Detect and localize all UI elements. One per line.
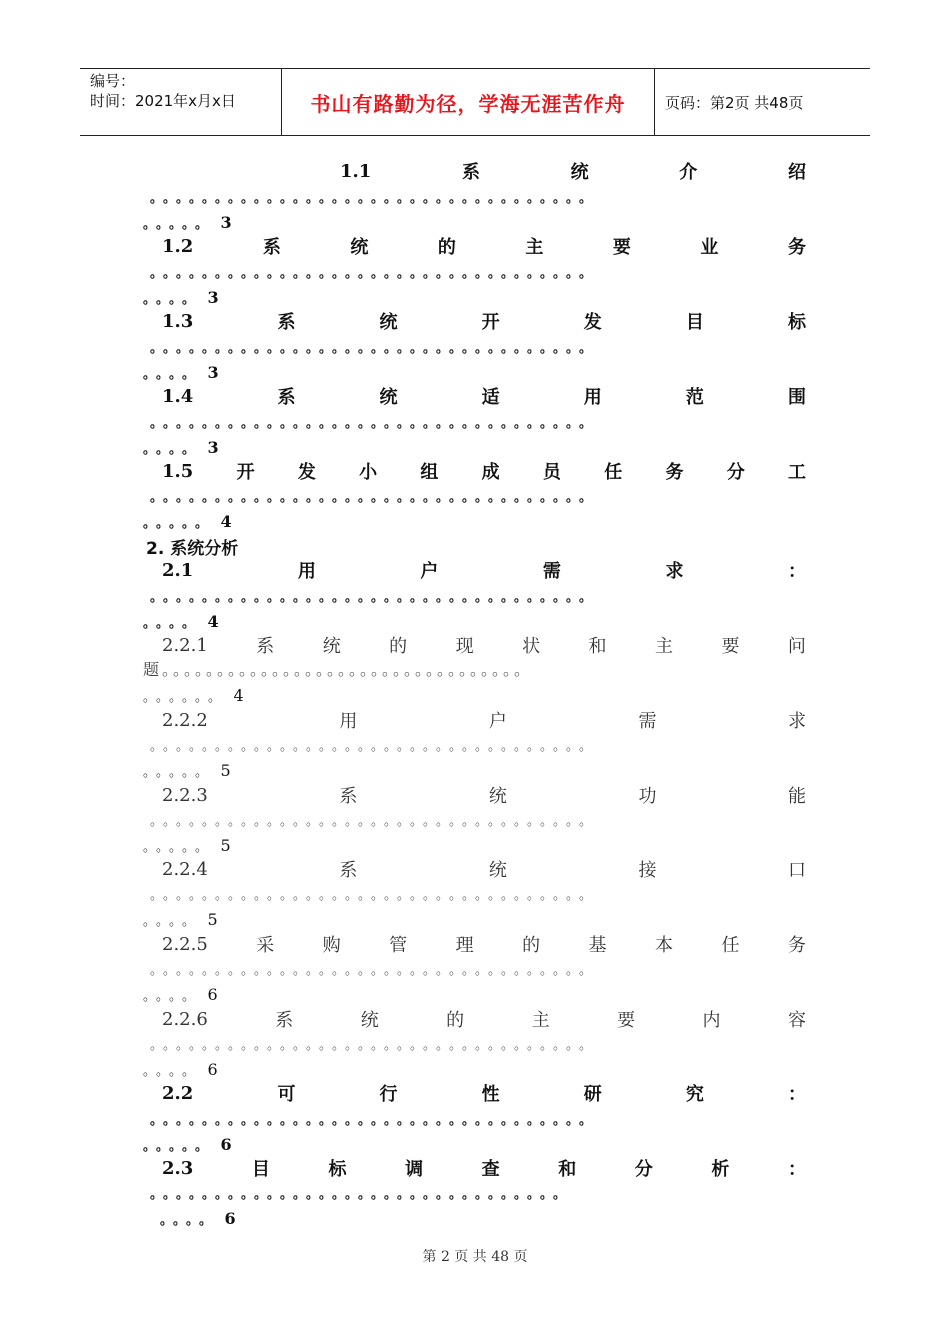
page-info: 页码：第2页 共48页 bbox=[665, 93, 804, 112]
toc-title-char: 统 bbox=[570, 162, 589, 183]
toc-leader-dots: 。。。。。。。。。。。。。。。。。。。。。。。。。。。。。。。。。。 bbox=[150, 1038, 599, 1053]
toc-page-number: 5 bbox=[220, 761, 231, 780]
toc-tail-dots: 。。。。 bbox=[160, 1213, 219, 1228]
toc-title-char: 需 bbox=[542, 561, 561, 582]
toc-entry[interactable] bbox=[162, 458, 806, 484]
toc-entry[interactable] bbox=[162, 1080, 806, 1106]
toc-title-char: 小 bbox=[359, 462, 378, 483]
toc-tail-dots: 。。。。。 bbox=[143, 765, 215, 780]
toc-entry[interactable] bbox=[162, 308, 806, 334]
toc-title-char: 和 bbox=[588, 636, 607, 657]
toc-page-ref bbox=[143, 909, 218, 931]
toc-title-char: 究 bbox=[685, 1084, 704, 1105]
toc-title-char: 分 bbox=[726, 462, 745, 483]
toc-title-char: 统 bbox=[322, 636, 341, 657]
toc-tail-dots: 。。。。 bbox=[143, 914, 202, 929]
toc-title-char: 求 bbox=[788, 711, 806, 732]
toc-title-char: 统 bbox=[350, 237, 369, 258]
toc-number: 1.2 bbox=[162, 235, 194, 257]
toc-title-char: 口 bbox=[788, 860, 806, 881]
toc-leader-dots: 。。。。。。。。。。。。。。。。。。。。。。。。。。。。。。。。。。 bbox=[150, 739, 599, 754]
toc-number: 1.5 bbox=[162, 460, 194, 482]
toc-title-char: 采 bbox=[256, 935, 275, 956]
toc-title-char: 查 bbox=[481, 1159, 500, 1180]
toc-page-ref bbox=[143, 760, 231, 782]
toc-tail-dots: 。。。。。 bbox=[143, 217, 215, 232]
toc-leader-dots: 。。。。。。。。。。。。。。。。。。。。。。。。。。。。。。。。。。 bbox=[150, 490, 599, 505]
toc-title-char: 功 bbox=[638, 786, 657, 807]
toc-title-char: 系 bbox=[275, 1010, 294, 1031]
motto: 书山有路勤为径，学海无涯苦作舟 bbox=[310, 91, 626, 116]
toc-page-ref bbox=[143, 1134, 232, 1156]
toc-title-char: 的 bbox=[522, 935, 541, 956]
toc-number: 2.2 bbox=[162, 1082, 194, 1104]
toc-page-ref bbox=[143, 611, 219, 633]
toc-title-char: 业 bbox=[700, 237, 719, 258]
toc-title-char: 析 bbox=[711, 1159, 730, 1180]
toc-title-char: 现 bbox=[455, 636, 474, 657]
toc-title-char: 主 bbox=[654, 636, 673, 657]
toc-title-char: 系 bbox=[262, 237, 281, 258]
toc-entry[interactable] bbox=[162, 632, 806, 658]
toc-page-ref bbox=[143, 212, 232, 234]
toc-title-char: 员 bbox=[542, 462, 561, 483]
toc-title-char: 务 bbox=[787, 237, 806, 258]
toc-number: 2.2.1 bbox=[162, 634, 208, 656]
toc-title-char: 的 bbox=[446, 1010, 465, 1031]
toc-title-char: 本 bbox=[654, 935, 673, 956]
toc-title-char: 要 bbox=[612, 237, 631, 258]
time-label: 时间：2021年x月x日 bbox=[90, 92, 236, 110]
toc-entry[interactable] bbox=[162, 557, 806, 583]
toc-title-char: 统 bbox=[360, 1010, 379, 1031]
toc-title-char: 用 bbox=[297, 561, 316, 582]
toc-title-char: 管 bbox=[389, 935, 408, 956]
toc-title-char: 基 bbox=[588, 935, 607, 956]
toc-leader-dots: 。。。。。。。。。。。。。。。。。。。。。。。。。。。。。。。。。。 bbox=[150, 191, 599, 206]
toc-page-number: 5 bbox=[207, 910, 218, 929]
toc-title-char: 内 bbox=[702, 1010, 721, 1031]
toc-page-number: 6 bbox=[207, 985, 218, 1004]
toc-title-char: 户 bbox=[420, 561, 439, 582]
toc-leader-dots: 。。。。。。。。。。。。。。。。。。。。。。。。。。。。。。。。 bbox=[150, 1187, 573, 1202]
toc-title-char: 标 bbox=[787, 312, 806, 333]
toc-title-char: ： bbox=[787, 561, 806, 582]
toc-title-char: 统 bbox=[379, 387, 398, 408]
toc-page-number: 3 bbox=[207, 363, 219, 382]
toc-number: 1.3 bbox=[162, 310, 194, 332]
toc-title-char: 目 bbox=[251, 1159, 270, 1180]
toc-title-char: 问 bbox=[787, 636, 806, 657]
toc-page-number: 4 bbox=[207, 612, 219, 631]
toc-leader-dots: 。。。。。。。。。。。。。。。。。。。。。。。。。。。。。。。。。。 bbox=[150, 266, 599, 281]
toc-title-char: 系 bbox=[277, 312, 296, 333]
toc-page-number: 6 bbox=[220, 1135, 232, 1154]
toc-number: 2.3 bbox=[162, 1157, 194, 1179]
toc-title-char: 行 bbox=[379, 1084, 398, 1105]
toc-page-ref bbox=[143, 984, 218, 1006]
toc-title-char: 统 bbox=[488, 786, 507, 807]
toc-leader-dots: 。。。。。。。。。。。。。。。。。。。。。。。。。。。。。。。。。。 bbox=[150, 416, 599, 431]
toc-title-char: 标 bbox=[328, 1159, 347, 1180]
toc-title-char: 需 bbox=[638, 711, 657, 732]
toc-entry[interactable] bbox=[162, 856, 806, 882]
toc-entry[interactable] bbox=[162, 383, 806, 409]
toc-title-char: 用 bbox=[339, 711, 358, 732]
toc-page-number: 4 bbox=[233, 686, 244, 705]
toc-title-char: 系 bbox=[277, 387, 296, 408]
toc-title-char: 适 bbox=[481, 387, 500, 408]
toc-page-number: 6 bbox=[207, 1060, 218, 1079]
toc-title-char: 性 bbox=[481, 1084, 500, 1105]
toc-tail-dots: 。。。。 bbox=[143, 616, 202, 631]
toc-title-char: 状 bbox=[522, 636, 541, 657]
toc-number: 2.2.5 bbox=[162, 933, 208, 955]
toc-page-number: 3 bbox=[220, 213, 232, 232]
toc-number: 2.2.2 bbox=[162, 709, 208, 731]
toc-title-char: 务 bbox=[787, 935, 806, 956]
toc-leader-dots: 。。。。。。。。。。。。。。。。。。。。。。。。。。。。。。。。。。 bbox=[150, 963, 599, 978]
toc-page-number: 5 bbox=[220, 836, 231, 855]
toc-page-ref bbox=[143, 1059, 218, 1081]
toc-entry[interactable] bbox=[162, 233, 806, 259]
toc-title-char: 分 bbox=[634, 1159, 653, 1180]
toc-tail-dots: 。。。。 bbox=[143, 1064, 202, 1079]
toc-page-ref bbox=[143, 835, 231, 857]
toc-title-char: 任 bbox=[604, 462, 623, 483]
toc-title-char: 系 bbox=[256, 636, 275, 657]
toc-entry[interactable] bbox=[162, 931, 806, 957]
toc-page-ref bbox=[143, 511, 232, 533]
toc-tail-dots: 。。。。。 bbox=[143, 840, 215, 855]
toc-title-char: 组 bbox=[420, 462, 439, 483]
toc-tail-dots: 。。。。。。 bbox=[143, 690, 228, 705]
toc-title-char: ： bbox=[787, 1084, 806, 1105]
toc-entry[interactable] bbox=[340, 158, 806, 184]
toc-title-char: 工 bbox=[787, 462, 806, 483]
toc-title-char: 调 bbox=[405, 1159, 424, 1180]
toc-title-char: 的 bbox=[389, 636, 408, 657]
toc-title-char: 主 bbox=[525, 237, 544, 258]
toc-title-char: 介 bbox=[679, 162, 698, 183]
toc-number: 2.2.3 bbox=[162, 784, 208, 806]
toc-page-number: 3 bbox=[207, 288, 219, 307]
toc-tail-dots: 。。。。 bbox=[143, 367, 202, 382]
toc-title-char: 成 bbox=[481, 462, 500, 483]
toc-entry[interactable] bbox=[162, 782, 806, 808]
toc-title-char: 范 bbox=[685, 387, 704, 408]
toc-leader-dots: 。。。。。。。。。。。。。。。。。。。。。。。。。。。。。。。。。。 bbox=[150, 888, 599, 903]
toc-title-char: 理 bbox=[455, 935, 474, 956]
toc-tail-dots: 。。。。 bbox=[143, 292, 202, 307]
toc-tail-dots: 。。。。。 bbox=[143, 516, 215, 531]
toc-leader-dots: 。。。。。。。。。。。。。。。。。。。。。。。。。。。。。。。。。。 bbox=[150, 1113, 599, 1128]
toc-number: 2.2.4 bbox=[162, 858, 208, 880]
toc-title-char: 系 bbox=[339, 786, 358, 807]
toc-title-char: 接 bbox=[638, 860, 657, 881]
toc-title-char: 购 bbox=[322, 935, 341, 956]
toc-title-char: 容 bbox=[787, 1010, 806, 1031]
toc-title-char: 系 bbox=[339, 860, 358, 881]
toc-title-char: 统 bbox=[488, 860, 507, 881]
toc-leader-dots: 题。。。。。。。。。。。。。。。。。。。。。。。。。。。。。。。。。 bbox=[143, 660, 534, 679]
toc-tail-dots: 。。。。 bbox=[143, 442, 202, 457]
toc-number: 1.4 bbox=[162, 385, 194, 407]
toc-page-ref bbox=[143, 437, 219, 459]
toc-title-char: 任 bbox=[721, 935, 740, 956]
toc-title-char: 绍 bbox=[787, 162, 806, 183]
toc-page-ref bbox=[143, 685, 244, 707]
toc-page-ref bbox=[143, 287, 219, 309]
toc-entry[interactable] bbox=[162, 707, 806, 733]
toc-page-ref bbox=[143, 362, 219, 384]
toc-title-char: 务 bbox=[665, 462, 684, 483]
toc-title-char: 户 bbox=[488, 711, 507, 732]
toc-title-char: 用 bbox=[583, 387, 602, 408]
toc-title-char: 主 bbox=[531, 1010, 550, 1031]
page-footer: 第 2 页 共 48 页 bbox=[422, 1249, 528, 1265]
toc-title-char: 研 bbox=[583, 1084, 602, 1105]
toc-title-char: 系 bbox=[461, 162, 480, 183]
toc-number: 2.1 bbox=[162, 559, 194, 581]
toc-title-char: 发 bbox=[583, 312, 602, 333]
toc-page-number: 6 bbox=[224, 1209, 236, 1228]
toc-tail-dots: 。。。。 bbox=[143, 989, 202, 1004]
toc-title-char: 求 bbox=[665, 561, 684, 582]
section-heading: 2. 系统分析 bbox=[146, 539, 239, 559]
toc-title-char: 统 bbox=[379, 312, 398, 333]
toc-title-char: 要 bbox=[617, 1010, 636, 1031]
toc-entry[interactable] bbox=[162, 1006, 806, 1032]
toc-page-number: 3 bbox=[207, 438, 219, 457]
number-label: 编号： bbox=[90, 72, 136, 90]
toc-title-char: 发 bbox=[297, 462, 316, 483]
toc-entry[interactable] bbox=[162, 1155, 806, 1181]
toc-title-char: 要 bbox=[721, 636, 740, 657]
toc-title-char: ： bbox=[787, 1159, 806, 1180]
toc-title-char: 围 bbox=[787, 387, 806, 408]
toc-page-number: 4 bbox=[220, 512, 232, 531]
toc-title-char: 可 bbox=[277, 1084, 296, 1105]
toc-leader-dots: 。。。。。。。。。。。。。。。。。。。。。。。。。。。。。。。。。。 bbox=[150, 341, 599, 356]
toc-title-char: 目 bbox=[685, 312, 704, 333]
toc-page-ref bbox=[160, 1208, 236, 1230]
toc-leader-dots: 。。。。。。。。。。。。。。。。。。。。。。。。。。。。。。。。。。 bbox=[150, 590, 599, 605]
toc-title-char: 开 bbox=[481, 312, 500, 333]
toc-number: 1.1 bbox=[340, 160, 372, 182]
toc-number: 2.2.6 bbox=[162, 1008, 208, 1030]
toc-title-char: 的 bbox=[437, 237, 456, 258]
toc-title-char: 开 bbox=[236, 462, 255, 483]
toc-title-char: 能 bbox=[788, 786, 806, 807]
toc-title-char: 和 bbox=[558, 1159, 577, 1180]
toc-tail-dots: 。。。。。 bbox=[143, 1139, 215, 1154]
toc-leader-dots: 。。。。。。。。。。。。。。。。。。。。。。。。。。。。。。。。。。 bbox=[150, 814, 599, 829]
